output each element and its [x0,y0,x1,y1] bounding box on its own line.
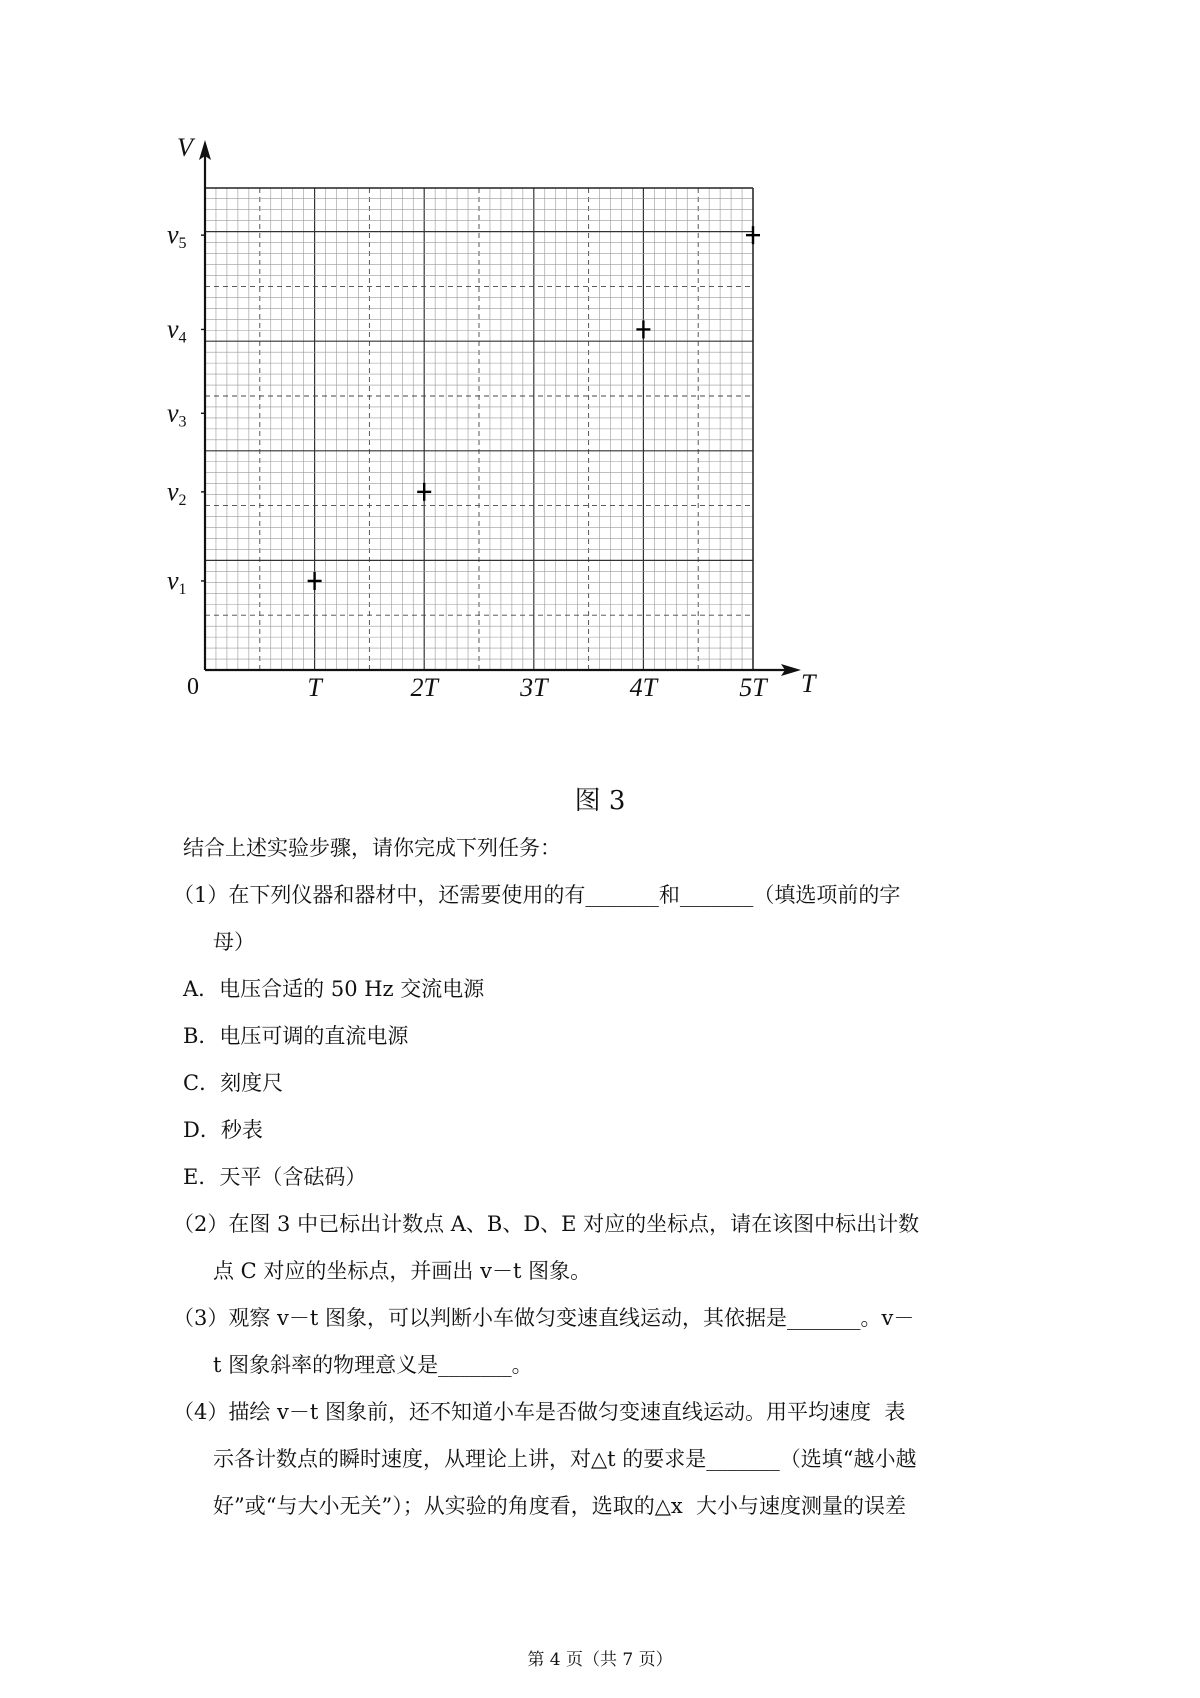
y-tick-label: v4 [167,314,187,347]
intro-text: 结合上述实验步骤，请你完成下列任务： [183,836,561,860]
y-axis-label: V [177,133,193,162]
question-3-line-2: t 图象斜率的物理意义是_______。 [213,1353,533,1377]
y-tick-label: v2 [167,476,187,509]
data-point [417,483,431,501]
y-tick-label: v1 [167,565,187,598]
question-1-line-2: 母） [213,930,255,954]
option-d: D．秒表 [183,1118,263,1142]
y-tick-label: v3 [167,398,187,431]
x-tick-label: T [307,673,322,702]
origin-label: 0 [187,674,199,700]
x-tick-label: 3T [520,673,548,702]
figure-caption: 图 3 [574,786,626,816]
question-3-line-1: （3）观察 v－t 图象，可以判断小车做匀变速直线运动，其依据是_______。v－ [173,1306,915,1330]
question-text [173,825,1043,1530]
question-4-line-1: （4）描绘 v－t 图象前，还不知道小车是否做匀变速直线运动。用平均速度 表 [173,1400,906,1424]
velocity-time-chart [160,130,920,810]
page-footer: 第 4 页（共 7 页） [527,1650,673,1670]
x-tick-label: 5T [739,673,767,702]
data-point [308,572,322,590]
x-tick-label: 2T [410,673,438,702]
x-tick-label: 4T [629,673,658,702]
question-2-line-2: 点 C 对应的坐标点，并画出 v－t 图象。 [213,1259,592,1283]
option-a: A．电压合适的 50 Hz 交流电源 [183,977,485,1001]
question-4-line-2: 示各计数点的瞬时速度，从理论上讲，对△t 的要求是_______（选填“越小越 [213,1447,917,1471]
y-tick-label: v5 [167,220,187,253]
option-b: B．电压可调的直流电源 [183,1024,409,1048]
x-axis-label: T [801,669,816,698]
question-4-line-3: 好”或“与大小无关”）；从实验的角度看，选取的△x 大小与速度测量的误差 [213,1494,907,1518]
question-1-line-1: （1）在下列仪器和器材中，还需要使用的有_______和_______（填选项前的字 [173,883,901,907]
option-e: E．天平（含砝码） [183,1165,367,1189]
data-point [636,320,650,338]
option-c: C．刻度尺 [183,1071,284,1095]
data-point [746,226,760,244]
question-2-line-1: （2）在图 3 中已标出计数点 A、B、D、E 对应的坐标点，请在该图中标出计数 [173,1212,920,1236]
